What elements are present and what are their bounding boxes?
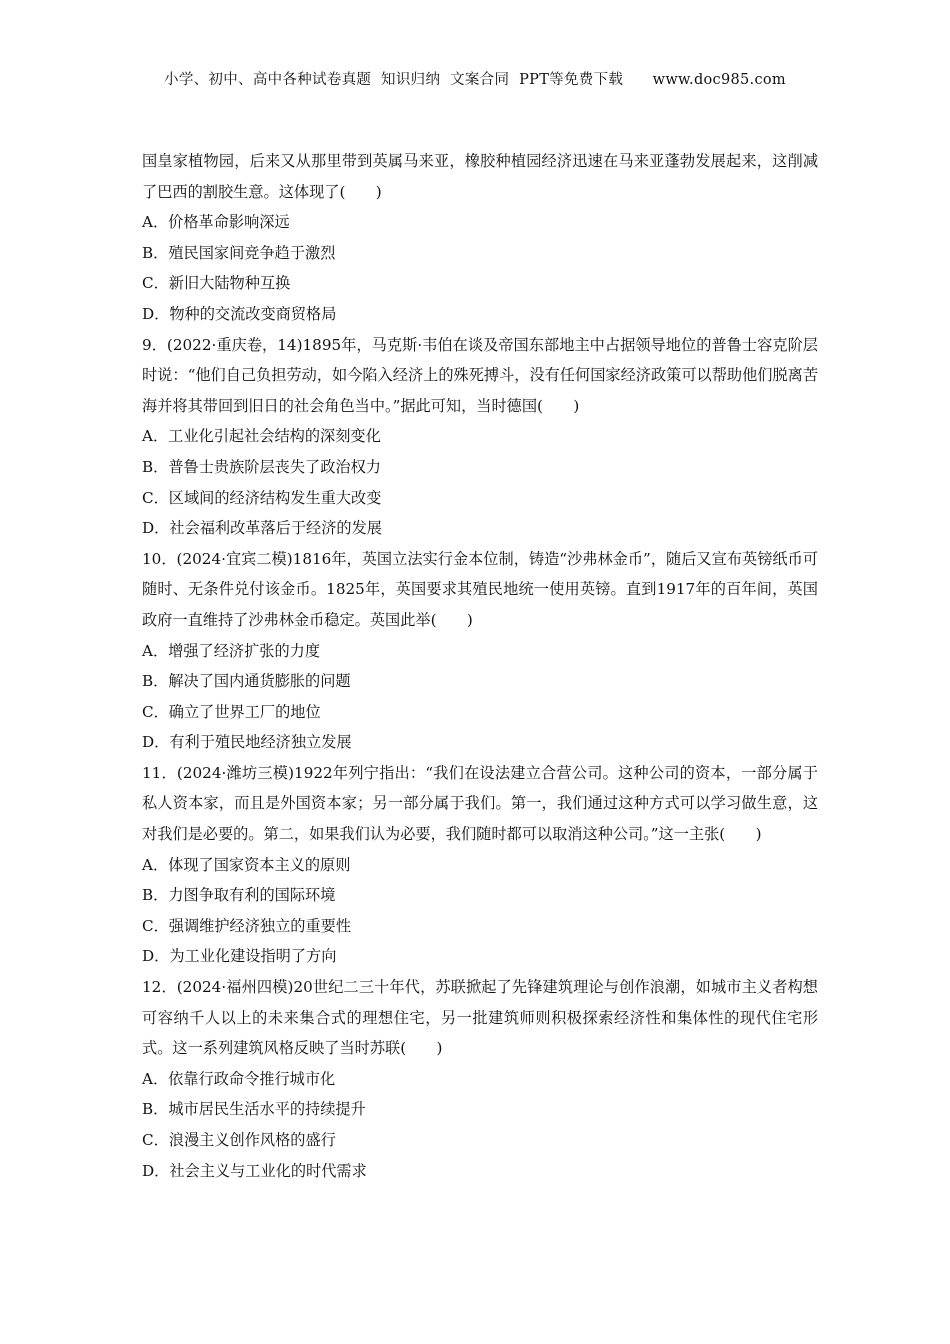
question-12: [142, 972, 818, 1186]
option-d: D．物种的交流改变商贸格局: [142, 304, 337, 323]
question-stem: 12．(2024·福州四模)20世纪二三十年代，苏联掀起了先锋建筑理论与创作浪潮，如城市主义者构想可容纳千人以上的未来集合式的理想住宅，另一批建筑师则积极探索经济性和集体性的现代住宅形式。这一系列建筑风格反映了当时苏联( ): [142, 978, 818, 1058]
option-c: C．确立了世界工厂的地位: [142, 702, 321, 721]
question-11: [142, 758, 818, 972]
option-c: C．浪漫主义创作风格的盛行: [142, 1131, 336, 1149]
option-a: A．依靠行政命令推行城市化: [142, 1069, 336, 1088]
question-content: [142, 146, 818, 1186]
question-stem: 10．(2024·宜宾二模)1816年，英国立法实行金本位制，铸造“沙弗林金币”，随后又宣布英镑纸币可随时、无条件兑付该金币。1825年，英国要求其殖民地统一使用英镑。直到1917年的百年间，英国政府一直维持了沙弗林金币稳定。英国此举( ): [142, 549, 818, 629]
option-b: B．城市居民生活水平的持续提升: [142, 1100, 366, 1119]
option-b: B．解决了国内通货膨胀的问题: [142, 672, 351, 691]
question-10: [142, 544, 818, 758]
option-a: A．工业化引起社会结构的深刻变化: [142, 427, 381, 446]
question-stem: 11．(2024·潍坊三模)1922年列宁指出：“我们在设法建立合营公司。这种公司的资本，一部分属于私人资本家，而且是外国资本家；另一部分属于我们。第一，我们通过这种方式可以学习做生意，这对我们是必要的。第二，如果我们认为必要，我们随时都可以取消这种公司。”这一主张( ): [142, 763, 818, 844]
option-d: D．为工业化建设指明了方向: [142, 947, 337, 966]
option-c: C．区域间的经济结构发生重大改变: [142, 488, 382, 507]
option-b: B．普鲁士贵族阶层丧失了政治权力: [142, 457, 381, 476]
option-b: B．力图争取有利的国际环境: [142, 886, 336, 905]
option-d: D．有利于殖民地经济独立发展: [142, 733, 352, 752]
option-d: D．社会主义与工业化的时代需求: [142, 1161, 367, 1180]
option-a: A．价格革命影响深远: [142, 213, 290, 232]
option-c: C．强调维护经济独立的重要性: [142, 916, 352, 935]
question-9: [142, 330, 818, 544]
option-c: C．新旧大陆物种互换: [142, 274, 291, 293]
option-a: A．体现了国家资本主义的原则: [142, 855, 351, 874]
option-a: A．增强了经济扩张的力度: [142, 641, 321, 660]
option-d: D．社会福利改革落后于经济的发展: [142, 519, 382, 538]
page-header: 小学、初中、高中各种试卷真题 知识归纳 文案合同 PPT等免费下载 www.doc985.com: [164, 72, 786, 88]
option-b: B．殖民国家间竞争趋于激烈: [142, 243, 336, 262]
continuation-text: 国皇家植物园，后来又从那里带到英属马来亚，橡胶种植园经济迅速在马来亚蓬勃发展起来，这削减了巴西的割胶生意。这体现了( ): [142, 152, 818, 201]
question-stem: 9．(2022·重庆卷，14)1895年，马克斯·韦伯在谈及帝国东部地主中占据领导地位的普鲁士容克阶层时说：“他们自己负担劳动，如今陷入经济上的殊死搏斗，没有任何国家经济政策可以帮助他们脱离苦海并将其带回到旧日的社会角色当中。”据此可知，当时德国( ): [142, 335, 819, 415]
